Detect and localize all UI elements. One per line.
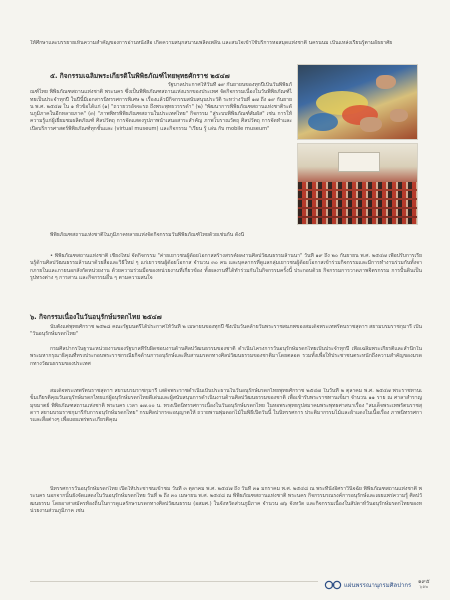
- section-6-paragraph-4: นิทรรศการวันอนุรักษ์มรดกไทย เปิดให้ประชาชนเข้าชม วันที่ ๓ ตุลาคม พ.ศ. ๒๕๔๗ ถึง วันที่ ๓๑ มกราคม พ.ศ. ๒๕๔๘ ณ พระที่นั่งอิศราวินิจฉัย พิพิธภัณฑสถานแห่งชาติ พระนคร นอกจากนั้นยังจัดแสดงในวันอนุรักษ์มรดกไทย วันที่ ๒ ถึง ๓๐ เมษายน พ.ศ. ๒๕๔๘ ณ พิพิธภัณฑสถานแห่งชาติ พระนคร กิจกรรมรณรงค์การอนุรักษ์และเผยแพร่ความรู้ ศิลปวัฒนธรรม โดยอาสาสมัครท้องถิ่นในการดูแลรักษามรดกทางศิลปวัฒนธรรม (อสมศ.) ในจังหวัดส่วนภูมิภาค จำนวน ๗๖ จังหวัด และกิจกรรมเนื่องในสัปดาห์วันอนุรักษ์มรดกไทยของหน่วยงานส่วนภูมิภาค เช่น: [30, 486, 422, 514]
- page-number: [418, 579, 430, 591]
- section-5-paragraph-1: รัฐบาลประกาศให้วันที่ ๑๙ กันยายนของทุกปีเป็นวันพิพิธภัณฑ์ไทย พิพิธภัณฑสถานแห่งชาติ พระนคร ซึ่งเป็นพิพิธภัณฑสถานแห่งแรกของประเทศ จัดกิจกรรมเนื่องในวันพิพิธภัณฑ์ไทยเป็นประจำทุกปี ในปีนี้มีเอกสารนิทรรศการพิเศษ ๒ เรื่องแล้วมีกิจกรรมสนับสนุนประวัติ ระหว่างวันที่ ๑๗ ถึง ๑๙ กันยายน พ.ศ. ๒๕๔๗ ใน ๑ หัวข้อได้แก่ (๑) "ถวายวรอัจจะรถ ถึงพระพุทธวรรรดำ" (๒) "พัฒนาการพิพิธภัณฑสถานแห่งชาติระดับภูมิภาคในอีกหลายภาค" (๓) "ภาพพิทรพิพิธภัณฑสถานในประเทศไทย" กิจกรรม "สู่ระบบพิพิธภัณฑ์สัมผัส" เช่น การให้ความรู้แก่ผู้เยี่ยมชมผลิตภัณฑ์ ศิลปวัตถุ การจัดแสดงรูปภาพนำเสนอสาระสำคัญ ภาพโบราณวัตถุ ศิลปวัตถุ การจัดทำและเปิดบริการศาสตร์พิพิธภัณฑ์ทุกชั้นและ (virtual museum) และกิจกรรม "เรียน รู้ เล่น กับ mobile museum": [30, 82, 292, 132]
- section-6-paragraph-3: สมเด็จพระเทพรัตนราชสุดาฯ สยามบรมราชกุมารี เสด็จพระราชดำเนินเป็นประธานในวันอนุรักษ์มรดกไทยพุทธศักราช ๒๕๔๗ ในวันที่ ๒ ตุลาคม พ.ศ. ๒๕๔๗ พระราชทานเข็มเกียรติคุณวันอนุรักษ์มรดกไทยแก่ผู้อนุรักษ์มรดกไทยดีเด่นและผู้สนับสนุนการดำเนินงานด้านศิลปวัฒนธรรมของชาติ เพื่อเข้ารับพระราชทานเข็มฯ จำนวน ๑๑ ราย ณ ศาลาสำราญมุขมาตย์ พิพิธภัณฑสถานแห่งชาติ พระนคร เวลา ๑๗.๐๐ น. ทรงเปิดนิทรรศการเนื่องในวันอนุรักษ์มรดกไทย ในหอพระพุทธรูปสมาคมพระพุทธศาสนาเรื่อง "สมเด็จพระเทพรัตนราชสุดาฯ สยามบรมราชกุมารีกับการอนุรักษ์มรดกไทย" กรมศิลปากรจะอนุญาตให้ ถวายพานพุ่มดอกไม้ในพิธีเปิดวันนี้ ในนิทรรศการ ประติมากรรมไม้และผ้าแดงในเนื้อเรื่อง ภาพนิทรรศการและสื่อต่างๆ เพื่อเผยแพร่พระเกียรติคุณ: [30, 388, 422, 424]
- children-painting-photo: [297, 64, 418, 140]
- section-6-paragraph-2: กรมศิลปากรในฐานะหน่วยงานของรัฐบาลที่รับผิดชอบงานด้านศิลปวัฒนธรรมของชาติ ดำเนินโครงการวันอนุรักษ์มรดกไทยเป็นประจำทุกปี เพื่อเฉลิมพระเกียรติและสำนึกในพระมหากรุณาธิคุณที่ทรงประกอบพระราชกรณียกิจด้านการอนุรักษ์และสืบสานมรดกทางศิลปวัฒนธรรมของชาติมาโดยตลอด รวมทั้งเพื่อให้ประชาชนตระหนักถึงความสำคัญของมรดกทางวัฒนธรรมของประเทศ: [30, 346, 422, 367]
- section-6-paragraph-1: นับตั้งแต่พุทธศักราช ๒๕๒๘ คณะรัฐมนตรีได้ประกาศให้วันที่ ๒ เมษายนของทุกปี ซึ่งเป็นวันคล้ายวันพระราชสมภพของสมเด็จพระเทพรัตนราชสุดาฯ สยามบรมราชกุมารี เป็น "วันอนุรักษ์มรดกไทย": [30, 324, 422, 338]
- footer-rule: [30, 581, 318, 582]
- intro-paragraph: ให้ศึกษาและบรรยายเห็นความสำคัญของการอ่านหนังสือ เกิดความสนุกสนานเพลิดเพลิน และสนใจเข้าใช้บริการหอสมุดแห่งชาติ นครนนม เป็นแหล่งเรียนรู้ตามอัธยาศัย: [30, 40, 393, 46]
- section-6-heading: ๖. กิจกรรมเนื่องในวันอนุรักษ์มรดกไทย ๒๕๔๗: [30, 313, 162, 321]
- section-5-paragraph-2: พิพิธภัณฑสถานแห่งชาติในภูมิภาคหลายแห่งจัดกิจกรรมวันพิพิธภัณฑ์ไทยด้วยเช่นกัน ดังนี้: [50, 232, 245, 238]
- fine-arts-logo-icon: [323, 580, 343, 590]
- publisher-name: แผ่นพรรณานุกรมศิลปากร: [344, 582, 412, 589]
- page-number-main: ๑๙๕: [418, 579, 430, 585]
- section-5-bullet: • พิพิธภัณฑสถานแห่งชาติ เชียงใหม่ จัดกิจกรรม "ค่ายเยาวชนผู้ด้อยโอกาสสร้างสรรค์ผลงานศิลปวัฒนธรรมล้านนา" วันที่ ๑๙ ถึง ๒๐ กันยายน พ.ศ. ๒๕๔๗ เพื่อปรับการเรียนรู้ด้านศิลปวัฒนธรรมล้านนาด้วยสื่อและวิธีใหม่ ๆ แก่เยาวชนผู้ด้อยโอกาส จำนวน ๓๐ คน และบุคลากรที่ดูแลกลุ่มเยาวชนผู้ด้อยโอกาสเข้าร่วมกิจกรรมและมีการทำงานร่วมกันทั้งจากภายในและภายนอกสังกัดหน่วยงาน ด้วยความร่วมมือของหน่วยงานที่เกี่ยวข้อง ทั้งผลงานที่ได้ทำร่วมกันในกิจกรรมครั้งนี้ ประกอบด้วย กิจกรรมการวาดภาพจิตรกรรม การปั้นดินเป็นรูปทรงต่าง ๆ การสาน และกิจกรรมอื่น ๆ ตามความสนใจ: [30, 253, 422, 281]
- section-5-heading: ๕. กิจกรรมเฉลิมพระเกียรติในพิพิธภัณฑ์ไทยพุทธศักราช ๒๕๔๗: [50, 72, 230, 80]
- page-number-sub: ๖๑๒: [419, 585, 429, 590]
- audience-event-photo: [297, 143, 418, 225]
